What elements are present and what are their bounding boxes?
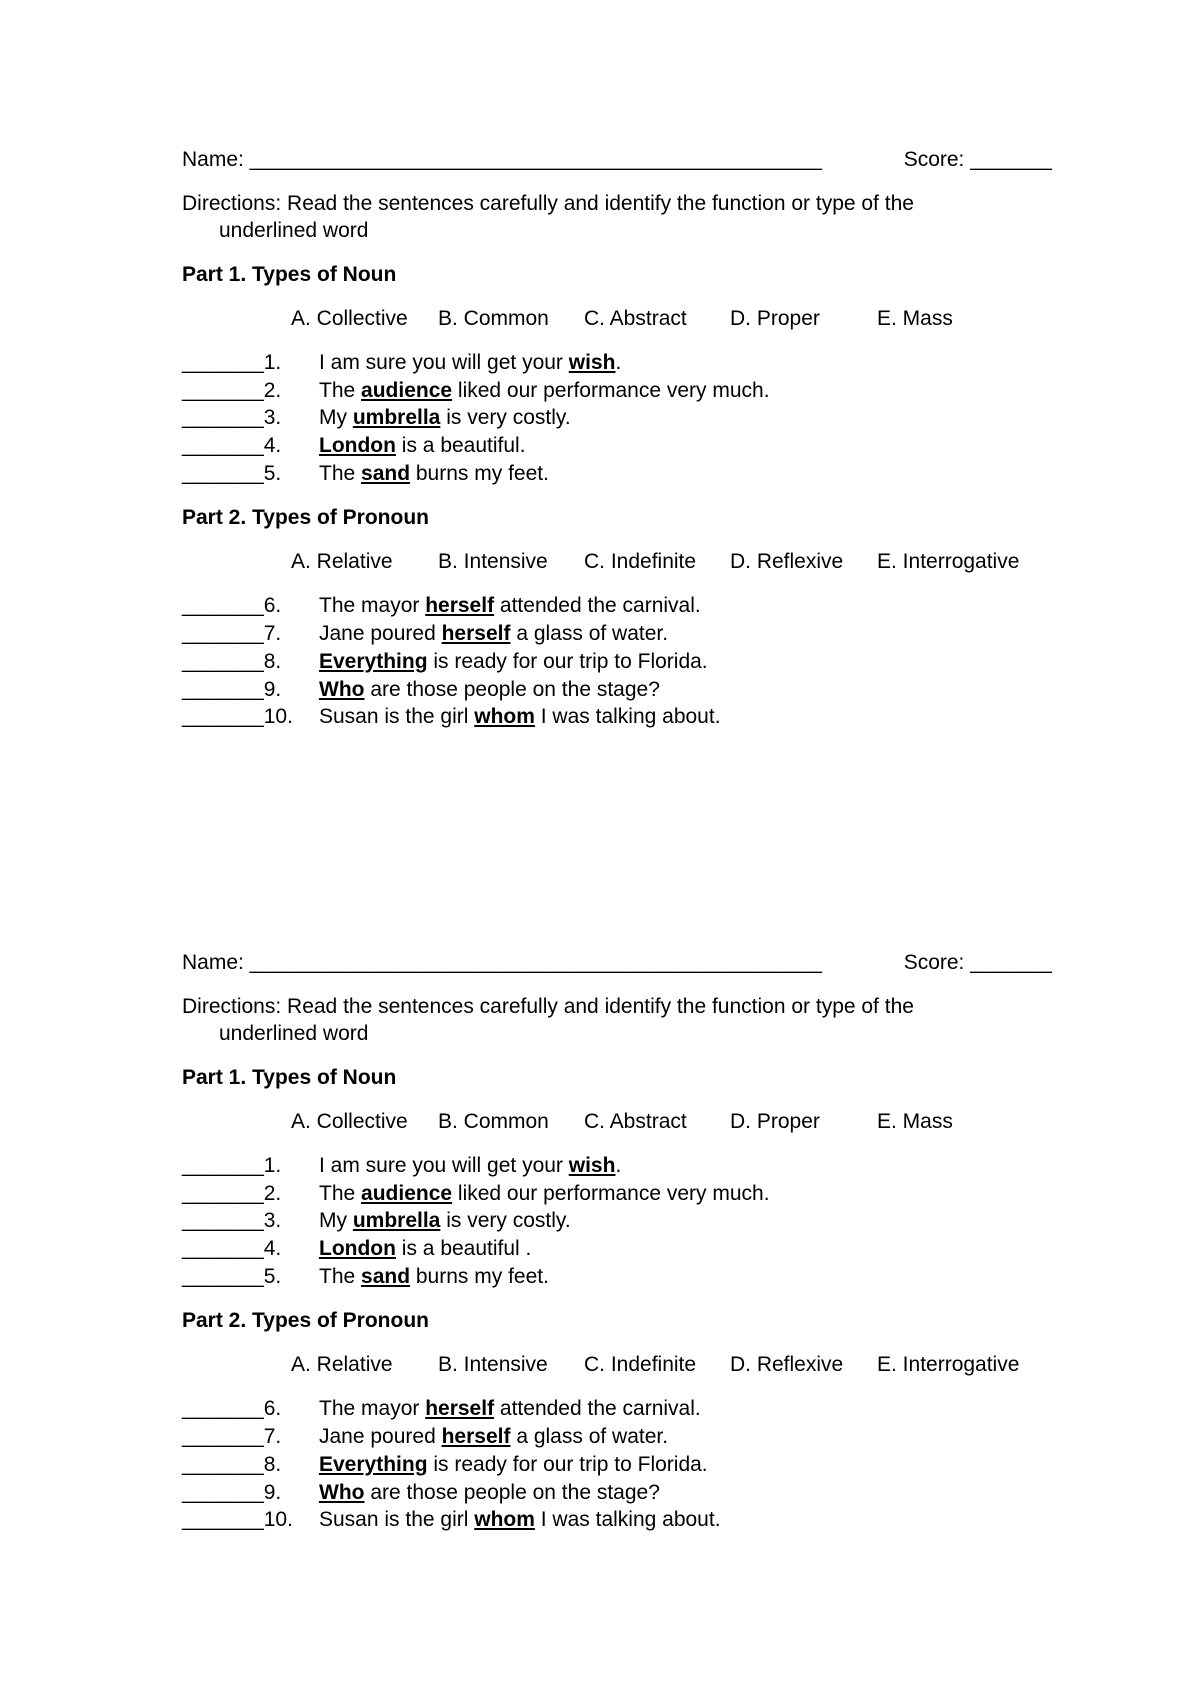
sentence-text: Susan is the girl (319, 705, 475, 729)
answer-blank[interactable]: _______1. (182, 1154, 282, 1177)
sentence-text: attended the carnival. (494, 1397, 701, 1421)
question-sentence (319, 1263, 549, 1291)
question-sentence (319, 377, 770, 405)
part2-title: Part 2. Types of Pronoun (182, 506, 429, 530)
question-item (182, 703, 1052, 731)
score-field[interactable]: Score: _______ (903, 148, 1052, 171)
question-sentence (319, 1180, 770, 1208)
sentence-text: are those people on the stage? (364, 677, 660, 701)
question-sentence (319, 648, 708, 676)
directions-line: Directions: Read the sentences carefully and identify the function or type of the (182, 995, 914, 1018)
sentence-text: Jane poured (319, 1425, 442, 1449)
name-score-row (182, 146, 1052, 173)
question-sentence (319, 432, 526, 460)
question-sentence (319, 703, 721, 731)
name-field[interactable]: Name: _________________________________________________ (182, 951, 822, 974)
sentence-text: I am sure you will get your (319, 351, 569, 374)
answer-blank[interactable]: _______2. (182, 378, 282, 402)
part1-options (182, 1108, 1052, 1135)
question-item (182, 1263, 1052, 1291)
sentence-text: . (615, 1154, 622, 1177)
underlined-word: sand (361, 461, 411, 485)
question-item (182, 592, 1052, 620)
directions (182, 190, 1052, 244)
answer-blank[interactable]: _______5. (182, 461, 282, 485)
question-item (182, 1180, 1052, 1208)
option-a: A. Relative (291, 1353, 393, 1377)
option-c: C. Indefinite (584, 1353, 697, 1377)
answer-blank[interactable]: _______6. (182, 1397, 282, 1421)
option-e: E. Mass (877, 1110, 953, 1133)
sentence-text: burns my feet. (410, 1264, 549, 1288)
option-b: B. Intensive (438, 550, 548, 574)
question-sentence (319, 1451, 708, 1479)
worksheet-top (182, 146, 1052, 731)
sentence-text: Susan is the girl (319, 1508, 475, 1532)
sentence-text: is ready for our trip to Florida. (427, 649, 708, 673)
directions-line: underlined word (219, 219, 369, 242)
question-item (182, 1506, 1052, 1534)
option-e: E. Interrogative (877, 550, 1020, 574)
sentence-text: is a beautiful . (395, 1237, 532, 1261)
option-c: C. Abstract (584, 307, 687, 330)
name-field[interactable]: Name: _________________________________________________ (182, 148, 822, 171)
answer-blank[interactable]: _______10. (182, 705, 293, 729)
sentence-text: The (319, 1181, 362, 1205)
answer-blank[interactable]: _______9. (182, 677, 282, 701)
question-sentence (319, 404, 571, 432)
underlined-word: London (319, 434, 396, 458)
sentence-text: The mayor (319, 594, 426, 618)
question-item (182, 404, 1052, 432)
answer-blank[interactable]: _______8. (182, 1452, 282, 1476)
question-item (182, 1235, 1052, 1263)
underlined-word: whom (474, 1508, 535, 1532)
option-a: A. Collective (291, 307, 408, 330)
question-item (182, 620, 1052, 648)
sentence-text: The mayor (319, 1397, 426, 1421)
sentence-text: is a beautiful. (395, 434, 526, 458)
option-e: E. Interrogative (877, 1353, 1020, 1377)
question-item (182, 1207, 1052, 1235)
part1-title: Part 1. Types of Noun (182, 1066, 397, 1089)
sentence-text: The (319, 378, 362, 402)
sentence-text: The (319, 461, 362, 485)
underlined-word: herself (425, 1397, 495, 1421)
option-c: C. Indefinite (584, 550, 697, 574)
sentence-text: I am sure you will get your (319, 1154, 569, 1177)
question-item (182, 1152, 1052, 1180)
underlined-word: umbrella (352, 1209, 441, 1233)
sentence-text: burns my feet. (410, 461, 549, 485)
question-item (182, 1479, 1052, 1507)
sentence-text: I was talking about. (534, 1508, 721, 1532)
underlined-word: audience (361, 378, 453, 402)
option-a: A. Relative (291, 550, 393, 574)
option-b: B. Intensive (438, 1353, 548, 1377)
answer-blank[interactable]: _______10. (182, 1508, 293, 1532)
sentence-text: Jane poured (319, 622, 442, 646)
underlined-word: wish (568, 1154, 616, 1177)
answer-blank[interactable]: _______3. (182, 406, 282, 430)
part2-items (182, 1395, 1052, 1533)
answer-blank[interactable]: _______1. (182, 351, 282, 374)
question-item (182, 349, 1052, 377)
part2-items (182, 592, 1052, 730)
underlined-word: wish (568, 351, 616, 374)
question-sentence (319, 1479, 660, 1507)
sentence-text: My (319, 1209, 353, 1233)
worksheet-bottom (182, 949, 1052, 1534)
question-item (182, 676, 1052, 704)
option-d: D. Reflexive (730, 550, 844, 574)
option-c: C. Abstract (584, 1110, 687, 1133)
option-d: D. Proper (730, 1110, 820, 1133)
underlined-word: whom (474, 705, 535, 729)
part2-options (182, 1351, 1052, 1378)
answer-blank[interactable]: _______3. (182, 1209, 282, 1233)
underlined-word: Everything (319, 649, 428, 673)
name-score-row (182, 949, 1052, 976)
underlined-word: herself (425, 594, 495, 618)
question-sentence (319, 1506, 721, 1534)
underlined-word: herself (441, 622, 511, 646)
question-item (182, 1451, 1052, 1479)
answer-blank[interactable]: _______8. (182, 649, 282, 673)
question-sentence (319, 1395, 701, 1423)
answer-blank[interactable]: _______7. (182, 1425, 282, 1449)
question-item (182, 1395, 1052, 1423)
underlined-word: sand (361, 1264, 411, 1288)
answer-blank[interactable]: _______2. (182, 1181, 282, 1205)
question-item (182, 432, 1052, 460)
part1-title: Part 1. Types of Noun (182, 263, 397, 286)
underlined-word: Who (319, 1480, 365, 1504)
sentence-text: is very costly. (440, 406, 571, 430)
question-item (182, 377, 1052, 405)
part1-items (182, 1152, 1052, 1290)
answer-blank[interactable]: _______4. (182, 1237, 282, 1261)
score-field[interactable]: Score: _______ (903, 951, 1052, 974)
question-sentence (319, 620, 668, 648)
question-sentence (319, 349, 621, 377)
underlined-word: herself (441, 1425, 511, 1449)
option-b: B. Common (438, 1110, 549, 1133)
underlined-word: umbrella (352, 406, 441, 430)
sentence-text: attended the carnival. (494, 594, 701, 618)
part1-items (182, 349, 1052, 487)
sentence-text: are those people on the stage? (364, 1480, 660, 1504)
question-sentence (319, 460, 549, 488)
question-sentence (319, 1423, 668, 1451)
underlined-word: audience (361, 1181, 453, 1205)
option-a: A. Collective (291, 1110, 408, 1133)
answer-blank[interactable]: _______5. (182, 1264, 282, 1288)
question-sentence (319, 1235, 531, 1263)
option-d: D. Proper (730, 307, 820, 330)
option-d: D. Reflexive (730, 1353, 844, 1377)
directions (182, 993, 1052, 1047)
underlined-word: Everything (319, 1452, 428, 1476)
answer-blank[interactable]: _______6. (182, 594, 282, 618)
question-sentence (319, 592, 701, 620)
option-e: E. Mass (877, 307, 953, 330)
question-item (182, 460, 1052, 488)
directions-line: underlined word (219, 1022, 369, 1045)
answer-blank[interactable]: _______9. (182, 1480, 282, 1504)
question-sentence (319, 1207, 571, 1235)
sentence-text: a glass of water. (510, 622, 669, 646)
answer-blank[interactable]: _______7. (182, 622, 282, 646)
directions-line: Directions: Read the sentences carefully and identify the function or type of the (182, 192, 914, 215)
question-sentence (319, 676, 660, 704)
sentence-text: liked our performance very much. (452, 378, 770, 402)
sentence-text: The (319, 1264, 362, 1288)
part2-title: Part 2. Types of Pronoun (182, 1309, 429, 1333)
underlined-word: London (319, 1237, 396, 1261)
part2-options (182, 548, 1052, 575)
question-item (182, 648, 1052, 676)
part1-options (182, 305, 1052, 332)
sentence-text: is ready for our trip to Florida. (427, 1452, 708, 1476)
sentence-text: liked our performance very much. (452, 1181, 770, 1205)
question-item (182, 1423, 1052, 1451)
answer-blank[interactable]: _______4. (182, 434, 282, 458)
sentence-text: . (615, 351, 622, 374)
sentence-text: is very costly. (440, 1209, 571, 1233)
question-sentence (319, 1152, 621, 1180)
sentence-text: I was talking about. (534, 705, 721, 729)
sentence-text: My (319, 406, 353, 430)
option-b: B. Common (438, 307, 549, 330)
underlined-word: Who (319, 677, 365, 701)
sentence-text: a glass of water. (510, 1425, 669, 1449)
